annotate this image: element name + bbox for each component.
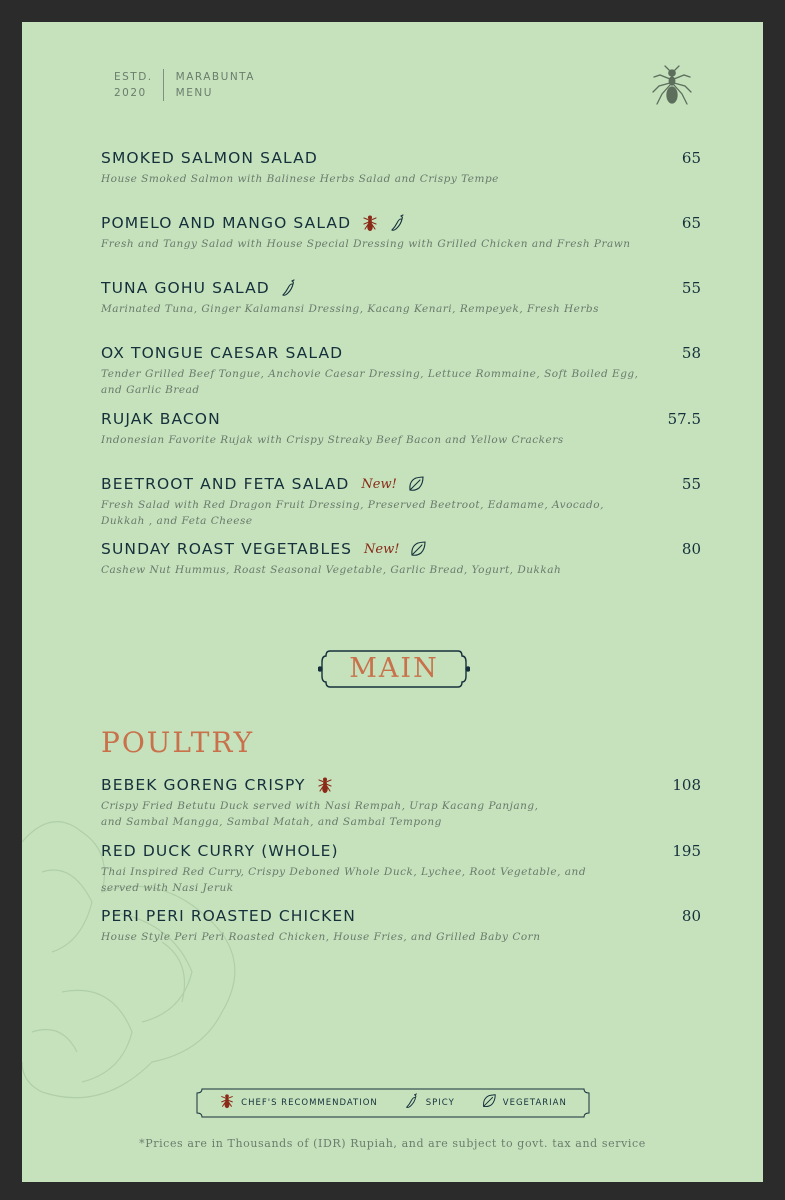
item-description: Cashew Nut Hummus, Roast Seasonal Vegetable, Garlic Bread, Yogurt, Dukkah — [101, 564, 562, 576]
item-description: Fresh Salad with Red Dragon Fruit Dressing, Preserved Beetroot, Edamame, Avocado, Dukkah , and Feta Cheese — [101, 499, 604, 527]
brand-block — [164, 69, 255, 101]
legend-label: VEGETARIAN — [502, 1098, 567, 1108]
menu-item — [101, 842, 701, 896]
menu-item — [101, 214, 701, 252]
item-name: SMOKED SALMON SALAD — [101, 149, 318, 167]
ant-icon — [219, 1093, 235, 1113]
price-footnote: *Prices are in Thousands of (IDR) Rupiah, and are subject to govt. tax and service — [139, 1137, 646, 1150]
main-section-banner — [318, 648, 470, 690]
item-description: Crispy Fried Betutu Duck served with Nasi Rempah, Urap Kacang Panjang, and Sambal Mangga, Sambal Matah, and Sambal Tempong — [101, 800, 539, 828]
legend-item — [404, 1093, 455, 1113]
legend-item — [481, 1093, 567, 1113]
item-description: House Smoked Salmon with Balinese Herbs Salad and Crispy Tempe — [101, 173, 499, 185]
menu-item — [101, 410, 701, 448]
item-name: TUNA GOHU SALAD — [101, 279, 270, 297]
leaf-icon — [481, 1093, 497, 1113]
main-title: MAIN — [349, 653, 439, 684]
item-price: 58 — [681, 344, 701, 362]
menu-item — [101, 475, 701, 529]
item-name: BEETROOT AND FETA SALAD — [101, 475, 350, 493]
item-description: Marinated Tuna, Ginger Kalamansi Dressing, Kacang Kenari, Rempeyek, Fresh Herbs — [101, 303, 600, 315]
menu-item — [101, 776, 701, 830]
item-name: SUNDAY ROAST VEGETABLES — [101, 540, 353, 558]
item-price: 55 — [681, 475, 701, 493]
chili-icon — [280, 279, 298, 297]
leaf-icon — [407, 475, 425, 493]
item-price: 65 — [681, 149, 701, 167]
header-brand — [114, 69, 255, 101]
estd-label: ESTD. — [114, 71, 153, 83]
legend — [196, 1088, 590, 1118]
item-name: RED DUCK CURRY (WHOLE) — [101, 842, 339, 860]
item-name: RUJAK BACON — [101, 410, 221, 428]
item-description: Tender Grilled Beef Tongue, Anchovie Caesar Dressing, Lettuce Rommaine, Soft Boiled Egg, and Garlic Bread — [101, 368, 639, 396]
established-block — [114, 69, 164, 101]
brand-sub: MENU — [175, 87, 213, 99]
menu-item — [101, 907, 701, 945]
menu-page — [22, 22, 763, 1182]
legend-item — [219, 1093, 378, 1113]
item-name: OX TONGUE CAESAR SALAD — [101, 344, 344, 362]
menu-item — [101, 149, 701, 187]
legend-label: SPICY — [425, 1098, 455, 1108]
item-price: 55 — [681, 279, 701, 297]
item-price: 65 — [681, 214, 701, 232]
item-price: 195 — [672, 842, 701, 860]
item-price: 80 — [681, 540, 701, 558]
item-name: POMELO AND MANGO SALAD — [101, 214, 352, 232]
item-price: 80 — [681, 907, 701, 925]
item-name: PERI PERI ROASTED CHICKEN — [101, 907, 357, 925]
chili-icon — [389, 214, 407, 232]
menu-item — [101, 540, 701, 578]
menu-item — [101, 344, 701, 398]
ant-icon — [361, 214, 379, 232]
new-badge: New! — [361, 476, 397, 492]
item-price: 57.5 — [667, 410, 701, 428]
legend-label: CHEF'S RECOMMENDATION — [241, 1098, 378, 1108]
ant-icon — [316, 776, 334, 794]
item-name: BEBEK GORENG CRISPY — [101, 776, 306, 794]
item-price: 108 — [672, 776, 701, 794]
item-description: Thai Inspired Red Curry, Crispy Deboned Whole Duck, Lychee, Root Vegetable, and served with Nasi Jeruk — [101, 866, 587, 894]
ant-icon — [650, 64, 694, 110]
brand-name: MARABUNTA — [175, 71, 255, 83]
item-description: Fresh and Tangy Salad with House Special Dressing with Grilled Chicken and Fresh Prawn — [101, 238, 631, 250]
chili-icon — [404, 1093, 420, 1113]
estd-year: 2020 — [114, 87, 147, 99]
menu-item — [101, 279, 701, 317]
leaf-icon — [409, 540, 427, 558]
section-title: POULTRY — [101, 726, 255, 759]
item-description: Indonesian Favorite Rujak with Crispy Streaky Beef Bacon and Yellow Crackers — [101, 434, 564, 446]
new-badge: New! — [364, 541, 400, 557]
item-description: House Style Peri Peri Roasted Chicken, House Fries, and Grilled Baby Corn — [101, 931, 541, 943]
